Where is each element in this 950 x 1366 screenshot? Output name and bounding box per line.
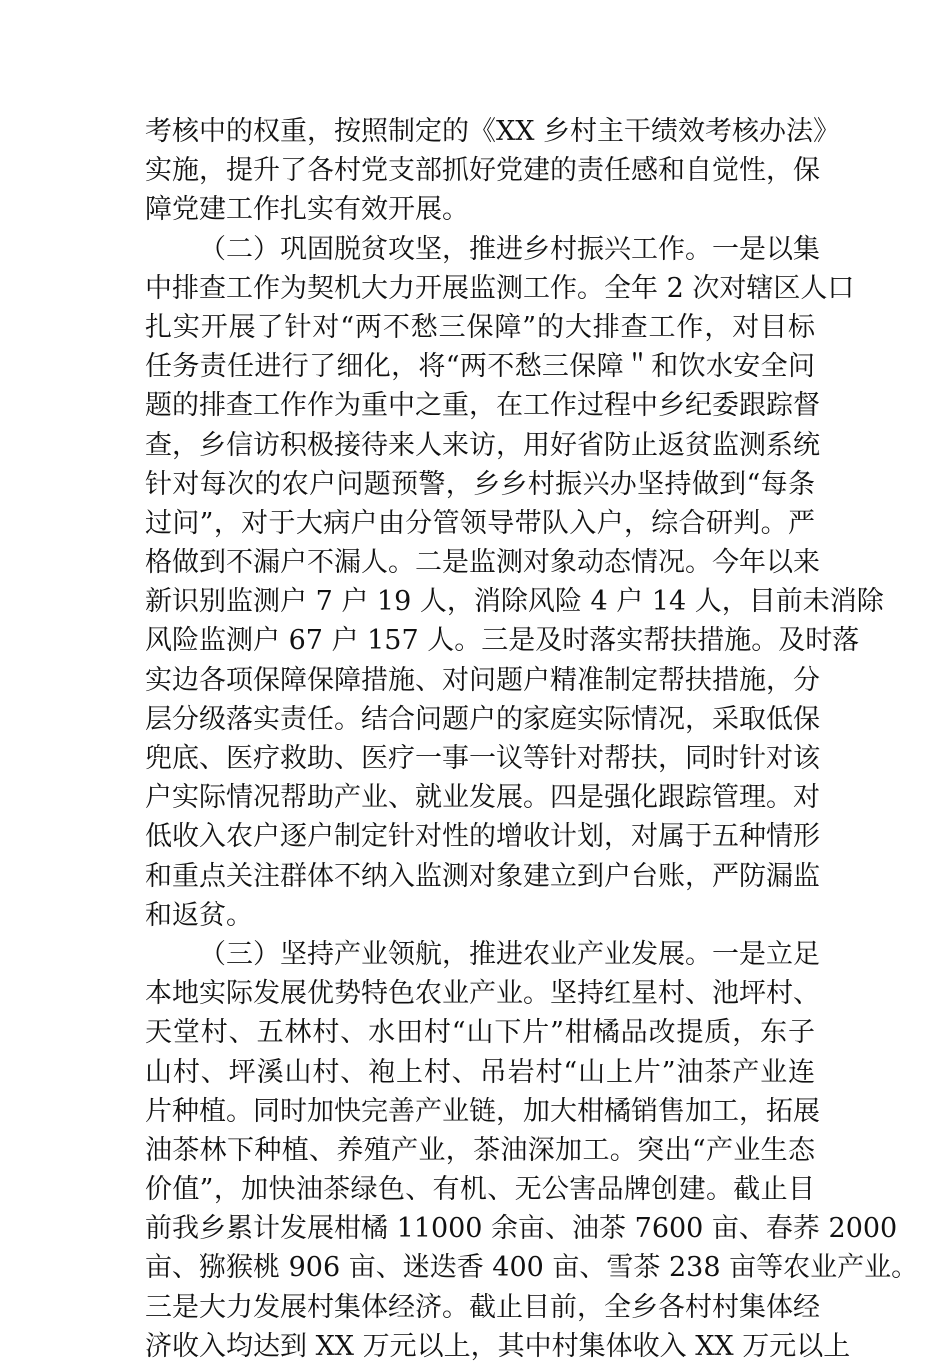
text-line: 价值”，加快油茶绿色、有机、无公害品牌创建。截止目 [145,1174,815,1206]
text-line: 本地实际发展优势特色农业产业。坚持红星村、池坪村、 [145,978,820,1010]
text-line: 兜底、医疗救助、医疗一事一议等针对帮扶，同时针对该 [145,743,820,774]
text-line: 山村、坪溪山村、袍上村、吊岩村“山上片”油茶产业连 [145,1056,815,1088]
paragraph-first-line: （二）巩固脱贫攻坚，推进乡村振兴工作。一是以集 [199,233,820,265]
text-line: 风险监测户 67 户 157 人。三是及时落实帮扶措施。及时落 [145,625,860,657]
text-line: 和重点关注群体不纳入监测对象建立到户台账，严防漏监 [145,860,820,892]
text-line: 新识别监测户 7 户 19 人，消除风险 4 户 14 人，目前未消除 [145,586,884,618]
text-line: 任务责任进行了细化，将“两不愁三保障＂和饮水安全问 [145,351,815,383]
text-line: 障党建工作扎实有效开展。 [145,194,469,226]
text-line: 查，乡信访积极接待来人来访，用好省防止返贫监测系统 [145,429,820,461]
text-line: 扎实开展了针对“两不愁三保障”的大排查工作，对目标 [145,311,815,343]
text-line: 中排查工作为契机大力开展监测工作。全年 2 次对辖区人口 [145,272,855,304]
text-line: 济收入均达到 XX 万元以上，其中村集体收入 XX 万元以上 [145,1330,851,1362]
text-line: 和返贫。 [145,899,253,931]
text-line: 天堂村、五林村、水田村“山下片”柑橘品改提质，东子 [145,1017,815,1049]
text-line: 三是大力发展村集体经济。截止目前，全乡各村村集体经 [145,1291,820,1323]
text-line: 实边各项保障保障措施、对问题户精准制定帮扶措施，分 [145,664,820,696]
text-line: 低收入农户逐户制定针对性的增收计划，对属于五种情形 [145,821,820,853]
text-line: 层分级落实责任。结合问题户的家庭实际情况，采取低保 [145,703,820,735]
text-line: 户实际情况帮助产业、就业发展。四是强化跟踪管理。对 [145,782,820,814]
text-line: 油茶林下种植、养殖产业，茶油深加工。突出“产业生态 [145,1134,815,1166]
text-line: 前我乡累计发展柑橘 11000 余亩、油茶 7600 亩、春荞 2000 [145,1213,898,1245]
text-line: 实施，提升了各村党支部抓好党建的责任感和自觉性，保 [145,155,820,187]
paragraph-first-line: （三）坚持产业领航，推进农业产业发展。一是立足 [199,938,820,970]
text-line: 针对每次的农户问题预警，乡乡村振兴办坚持做到“每条 [145,468,815,500]
text-line: 片种植。同时加快完善产业链，加大柑橘销售加工，拓展 [145,1095,820,1127]
text-line: 过问”，对于大病户由分管领导带队入户，综合研判。严 [145,507,815,539]
text-line: 格做到不漏户不漏人。二是监测对象动态情况。今年以来 [145,547,820,579]
document-body-text [145,112,919,1366]
text-line: 考核中的权重，按照制定的《XX 乡村主干绩效考核办法》 [145,116,841,147]
text-line: 题的排查工作作为重中之重，在工作过程中乡纪委跟踪督 [145,390,820,422]
text-line: 亩、猕猴桃 906 亩、迷迭香 400 亩、雪茶 238 亩等农业产业。 [145,1252,919,1284]
